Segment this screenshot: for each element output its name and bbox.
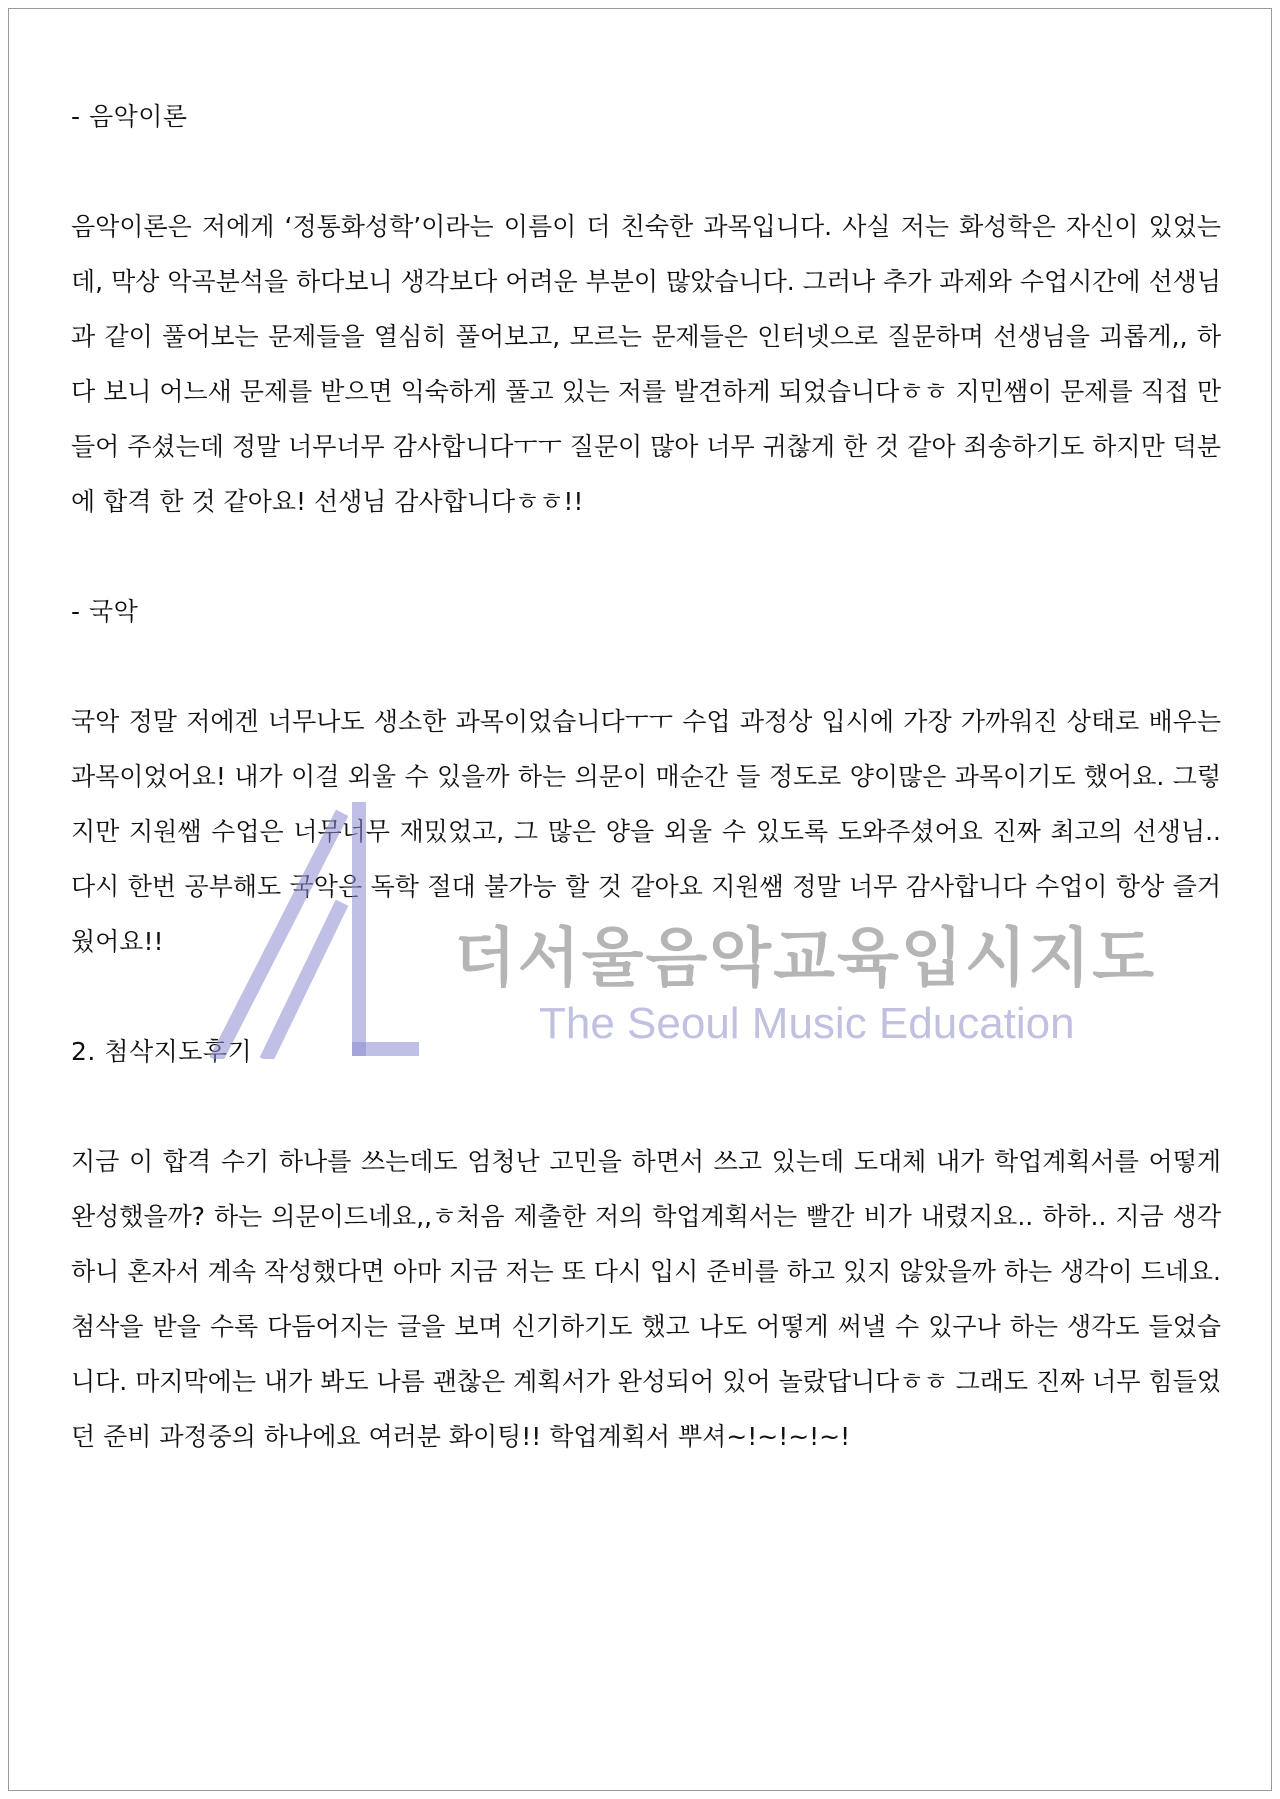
document-page — [8, 8, 1272, 1791]
section-paragraph-music-theory: 음악이론은 저에게 ‘정통화성학’이라는 이름이 더 친숙한 과목입니다. 사실 저는 화성학은 자신이 있었는데, 막상 악곡분석을 하다보니 생각보다 어려운 부분이 많았습니다. 그러나 추가 과제와 수업시간에 선생님과 같이 풀어보는 문제들을 열심히 풀어보고, 모르는 문제들은 인터넷으로 질문하며 선생님을 괴롭게,, 하다 보니 어느새 문제를 받으면 익숙하게 풀고 있는 저를 발견하게 되었습니다ㅎㅎ 지민쌤이 문제를 직접 만들어 주셨는데 정말 너무너무 감사합니다ㅜㅜ 질문이 많아 너무 귀찮게 한 것 같아 죄송하기도 하지만 덕분에 합격 한 것 같아요! 선생님 감사합니다ㅎㅎ!! — [71, 212, 1221, 516]
section-paragraph-korean-music: 국악 정말 저에겐 너무나도 생소한 과목이었습니다ㅜㅜ 수업 과정상 입시에 가장 가까워진 상태로 배우는 과목이었어요! 내가 이걸 외울 수 있을까 하는 의문이 매순간 들 정도로 양이많은 과목이기도 했어요. 그렇지만 지원쌤 수업은 너무너무 재밌었고, 그 많은 양을 외울 수 있도록 도와주셨어요 진짜 최고의 선생님.. 다시 한번 공부해도 국악은 독학 절대 불가능 할 것 같아요 지원쌤 정말 너무 감사합니다 수업이 항상 즐거웠어요!! — [71, 707, 1221, 956]
watermark-subtitle: The Seoul Music Education — [539, 999, 1075, 1048]
section-heading-music-theory: - 음악이론 — [71, 102, 188, 131]
section-heading-editing-guidance: 2. 첨삭지도후기 — [71, 1037, 253, 1066]
section-paragraph-editing-guidance: 지금 이 합격 수기 하나를 쓰는데도 엄청난 고민을 하면서 쓰고 있는데 도대체 내가 학업계획서를 어떻게 완성했을까? 하는 의문이드네요,,ㅎ처음 제출한 저의 학업계획서는 빨간 비가 내렸지요.. 하하.. 지금 생각하니 혼자서 계속 작성했다면 아마 지금 저는 또 다시 입시 준비를 하고 있지 않았을까 하는 생각이 드네요. 첨삭을 받을 수록 다듬어지는 글을 보며 신기하기도 했고 나도 어떻게 써낼 수 있구나 하는 생각도 들었습니다. 마지막에는 내가 봐도 나름 괜찮은 계획서가 완성되어 있어 놀랐답니다ㅎㅎ 그래도 진짜 너무 힘들었던 준비 과정중의 하나에요 여러분 화이팅!! 학업계획서 뿌셔~!~!~!~! — [71, 1147, 1221, 1451]
section-heading-korean-music: - 국악 — [71, 597, 139, 626]
document-body — [71, 89, 1221, 1464]
watermark-title: 더서울음악교육입시지도 — [454, 922, 1157, 996]
